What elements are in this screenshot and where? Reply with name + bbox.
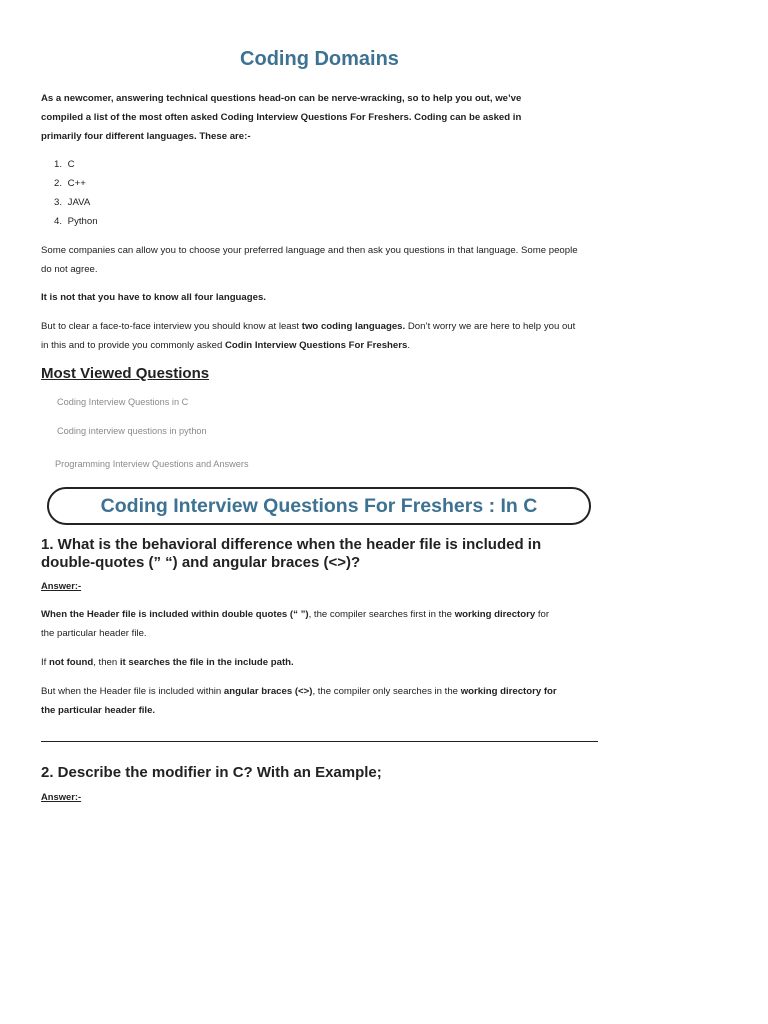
question-1-paragraph-1: When the Header file is included within double quotes (“ ”), the compiler searches first in the working directory for the particular header file.	[41, 609, 550, 639]
question-1-paragraph-2: If not found, then it searches the file in the include path.	[41, 657, 294, 668]
intro-paragraph	[41, 89, 598, 146]
list-item: 3. JAVA	[54, 197, 91, 208]
languages-list	[41, 155, 98, 231]
companies-paragraph: Some companies can allow you to choose your preferred language and then ask you questions in that language. Some people do not agree.	[41, 245, 578, 275]
question-1-answer-label: Answer:-	[41, 580, 82, 591]
clear-paragraph: But to clear a face-to-face interview you should know at least two coding languages. Don’t worry we are here to help you out in this and to provide you commonly asked Codin Interview Questions For Freshers.	[41, 321, 576, 351]
list-item: 2. C++	[54, 178, 86, 189]
question-2-title: 2. Describe the modifier in C? With an Example;	[41, 764, 382, 781]
intro-line-2: compiled a list of the most often asked Coding Interview Questions For Freshers. Coding can be asked in	[41, 112, 522, 123]
list-item: 1. C	[54, 159, 75, 170]
list-item: 4. Python	[54, 216, 98, 227]
intro-line-3: primarily four different languages. These are:-	[41, 131, 251, 142]
most-viewed-link-c[interactable]: Coding Interview Questions in C	[57, 397, 189, 407]
most-viewed-heading: Most Viewed Questions	[41, 365, 210, 382]
not-all-four-paragraph: It is not that you have to know all four languages.	[41, 292, 266, 303]
section-banner: Coding Interview Questions For Freshers : In C	[47, 487, 591, 525]
section-divider	[41, 741, 598, 742]
question-2-answer-label: Answer:-	[41, 791, 82, 802]
most-viewed-link-python[interactable]: Coding interview questions in python	[57, 426, 207, 436]
intro-line-1: As a newcomer, answering technical questions head-on can be nerve-wracking, so to help you out, we’ve	[41, 93, 522, 104]
most-viewed-link-programming[interactable]: Programming Interview Questions and Answers	[55, 459, 249, 469]
question-1-paragraph-3: But when the Header file is included within angular braces (<>), the compiler only searches in the working directory for the particular header file.	[41, 686, 557, 716]
question-1-title: 1. What is the behavioral difference when the header file is included in double-quotes (” “) and angular braces (<>)?	[41, 536, 542, 571]
page-title: Coding Domains	[240, 48, 399, 70]
